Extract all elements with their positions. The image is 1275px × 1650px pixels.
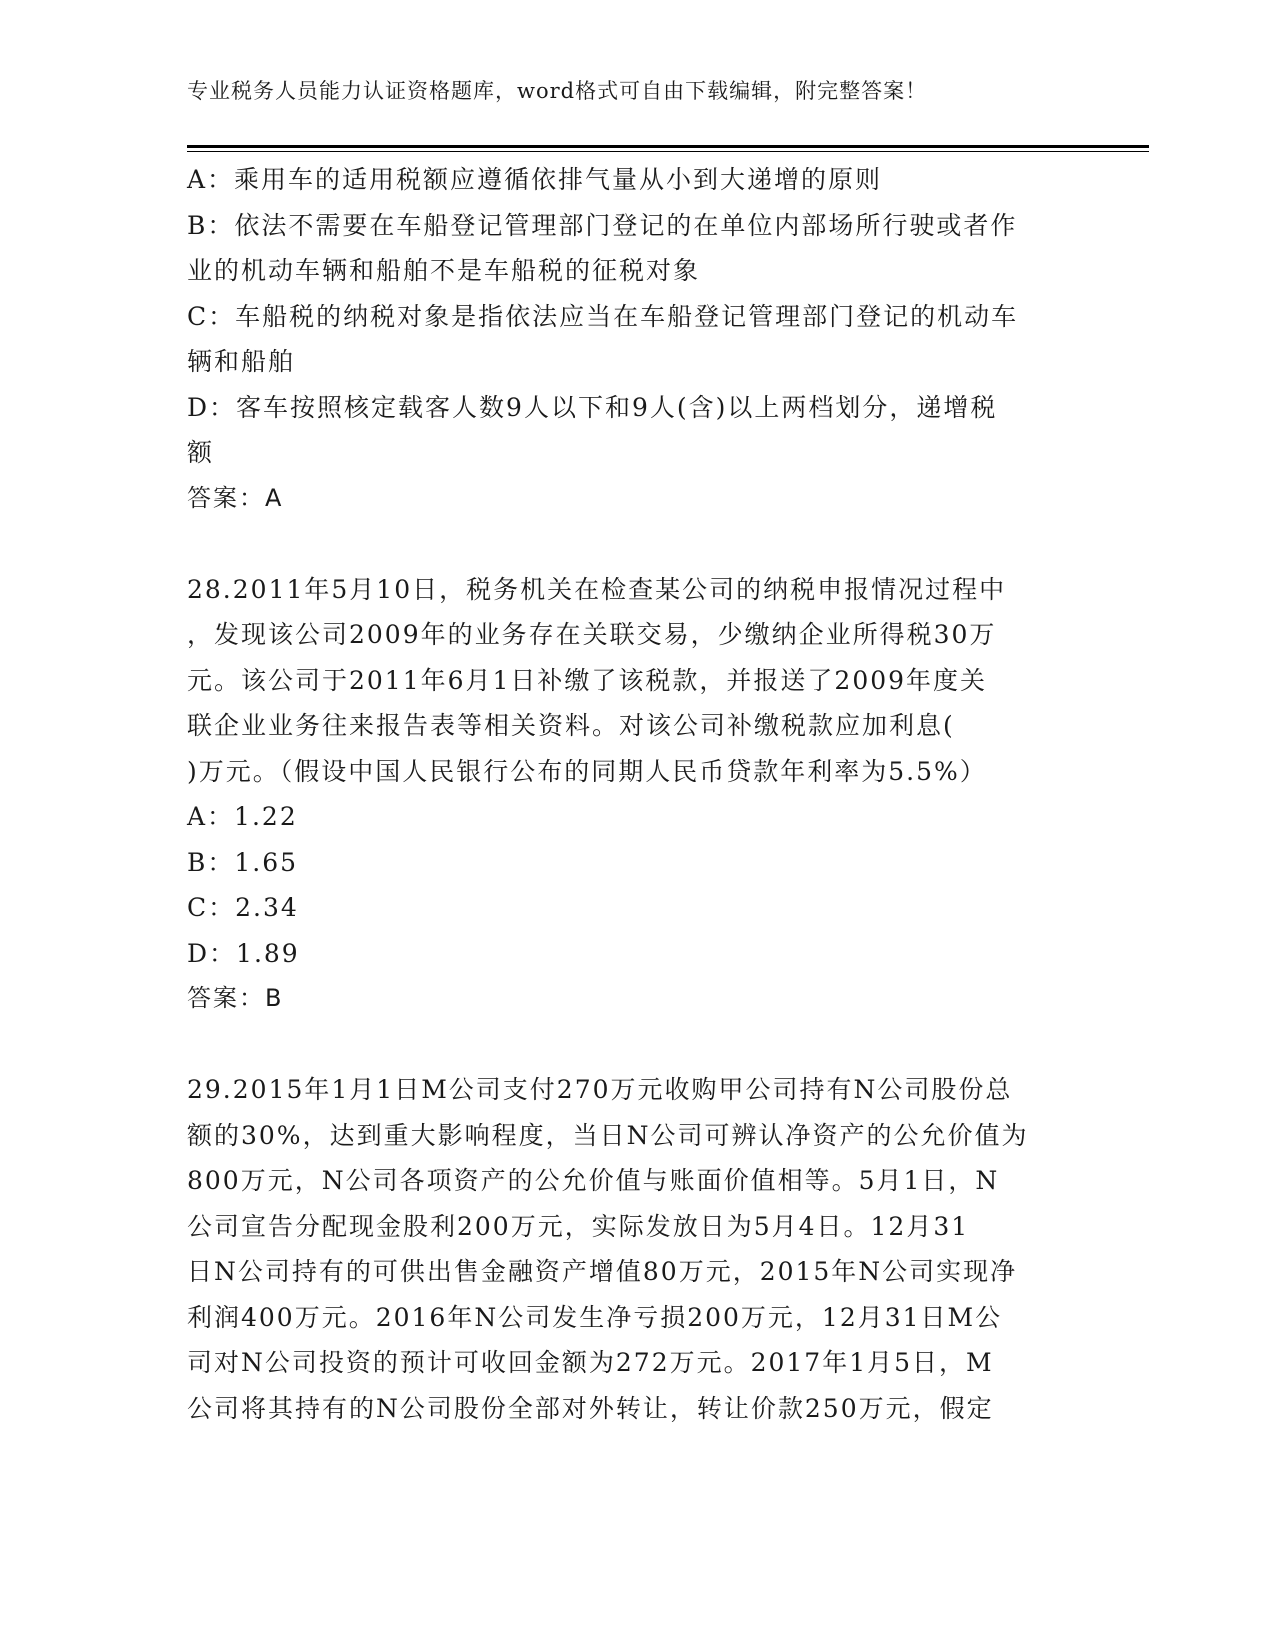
text-line: 元。该公司于2011年6月1日补缴了该税款，并报送了2009年度关 <box>187 665 988 695</box>
q28-option-a: A：1.22 <box>187 802 298 831</box>
header-rule-thin <box>187 151 1149 152</box>
text-line: )万元。（假设中国人民银行公布的同期人民币贷款年利率为5.5%） <box>187 756 987 786</box>
q29-stem <box>187 1067 1087 1431</box>
text-line: 公司宣告分配现金股利200万元，实际发放日为5月4日。12月31 <box>187 1211 970 1241</box>
q27-option-b <box>187 203 1087 294</box>
text-line: 28.2011年5月10日，税务机关在检查某公司的纳税申报情况过程中 <box>187 574 1007 604</box>
text-line: 辆和船舶 <box>187 347 296 376</box>
spacer <box>187 521 1087 567</box>
text-line: ，发现该公司2009年的业务存在关联交易，少缴纳企业所得税30万 <box>187 620 997 649</box>
text-line: 利润400万元。2016年N公司发生净亏损200万元，12月31日M公 <box>187 1302 1003 1332</box>
text-line: 业的机动车辆和船舶不是车船税的征税对象 <box>187 256 701 285</box>
q27-answer: 答案：A <box>187 483 284 512</box>
text-line: 额 <box>187 438 215 467</box>
text-line: 公司将其持有的N公司股份全部对外转让，转让价款250万元，假定 <box>187 1393 994 1423</box>
q28-option-d: D：1.89 <box>187 938 300 968</box>
q27-option-c <box>187 294 1087 385</box>
text-line: 额的30%，达到重大影响程度，当日N公司可辨认净资产的公允价值为 <box>187 1120 1029 1150</box>
q27-option-d <box>187 385 1087 476</box>
q28-answer: 答案：B <box>187 984 284 1012</box>
q28-stem <box>187 567 1087 795</box>
header-rule-thick <box>187 145 1149 148</box>
q28-option-b: B：1.65 <box>187 847 299 877</box>
q27-option-a <box>187 157 1087 203</box>
document-body <box>187 157 1087 1431</box>
text-line: 联企业业务往来报告表等相关资料。对该公司补缴税款应加利息( <box>187 711 955 740</box>
text-line: 日N公司持有的可供出售金融资产增值80万元，2015年N公司实现净 <box>187 1257 1018 1286</box>
text-line: 司对N公司投资的预计可收回金额为272万元。2017年1月5日，M <box>187 1348 994 1377</box>
text-line: 800万元，N公司各项资产的公允价值与账面价值相等。5月1日，N <box>187 1166 1000 1195</box>
text-line: 29.2015年1月1日M公司支付270万元收购甲公司持有N公司股份总 <box>187 1075 1013 1104</box>
page-header: 专业税务人员能力认证资格题库，word格式可自由下载编辑，附完整答案！ <box>187 79 928 103</box>
text-line: A：乘用车的适用税额应遵循依排气量从小到大递增的原则 <box>187 165 883 194</box>
spacer <box>187 1022 1087 1068</box>
text-line: B：依法不需要在车船登记管理部门登记的在单位内部场所行驶或者作 <box>187 210 1018 240</box>
text-line: C：车船税的纳税对象是指依法应当在车船登记管理部门登记的机动车 <box>187 301 1019 331</box>
text-line: D：客车按照核定载客人数9人以下和9人(含)以上两档划分，递增税 <box>187 392 998 422</box>
q28-option-c: C：2.34 <box>187 893 299 922</box>
